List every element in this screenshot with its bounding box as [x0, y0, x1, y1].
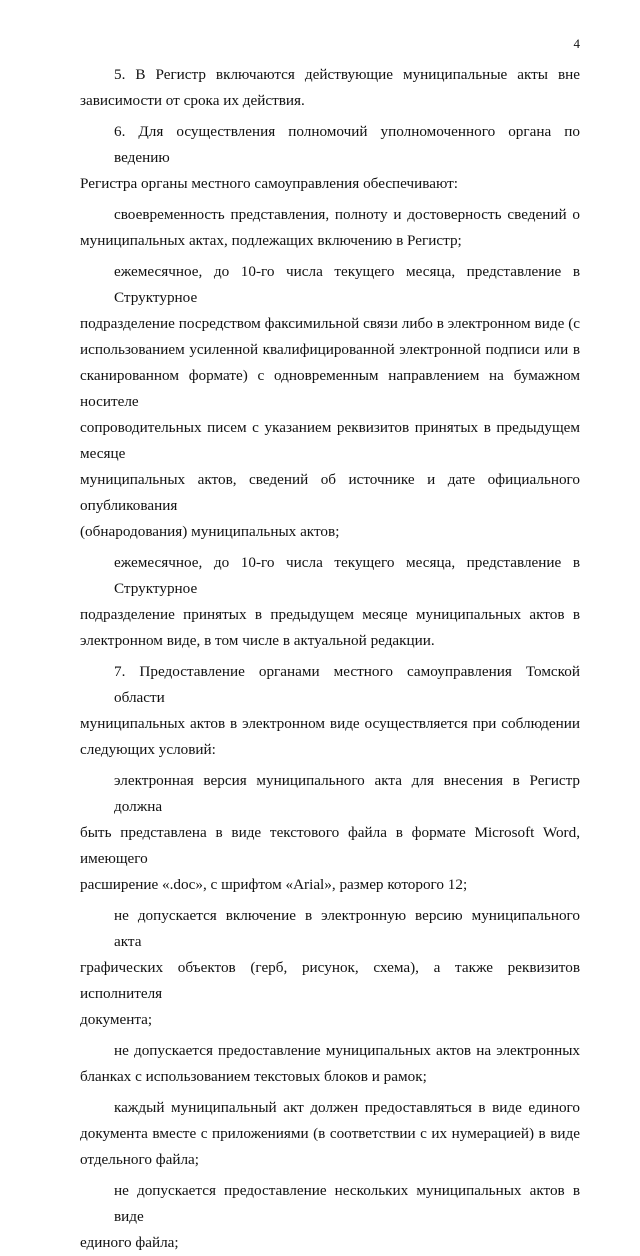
text-line: бланках с использованием текстовых блоков и рамок; [80, 1068, 427, 1085]
text-line: отдельного файла; [80, 1151, 200, 1168]
text-line: не допускается включение в электронную версию муниципального акта [114, 907, 580, 950]
paragraph [80, 1178, 580, 1256]
text-line: ежемесячное, до 10-го числа текущего месяца, представление в Структурное [114, 263, 580, 306]
text-line: не допускается предоставление муниципальных актов на электронных [114, 1042, 580, 1059]
paragraph [80, 62, 580, 114]
page-number: 4 [573, 36, 580, 51]
document-body [80, 62, 580, 1256]
text-line: 7. Предоставление органами местного самоуправления Томской области [114, 663, 580, 706]
text-line: ежемесячное, до 10-го числа текущего месяца, представление в Структурное [114, 554, 580, 597]
text-line: Регистра органы местного самоуправления обеспечивают: [80, 175, 459, 192]
text-line: муниципальных актов, сведений об источнике и дате официального опубликования [80, 471, 580, 514]
paragraph [80, 259, 580, 545]
text-line: муниципальных актов в электронном виде осуществляется при соблюдении [80, 715, 580, 732]
text-line: сканированном формате) с одновременным направлением на бумажном носителе [80, 367, 580, 410]
text-line: муниципальных актах, подлежащих включению в Регистр; [80, 232, 462, 249]
text-line: 6. Для осуществления полномочий уполномоченного органа по ведению [114, 123, 580, 166]
text-line: использованием усиленной квалифицированной электронной подписи или в [80, 341, 580, 358]
paragraph [80, 659, 580, 763]
text-line: следующих условий: [80, 741, 216, 758]
text-line: своевременность представления, полноту и достоверность сведений о [114, 206, 580, 223]
text-line: документа; [80, 1011, 153, 1028]
text-line: электронном виде, в том числе в актуальной редакции. [80, 632, 435, 649]
text-line: графических объектов (герб, рисунок, схема), а также реквизитов исполнителя [80, 959, 580, 1002]
text-line: 5. В Регистр включаются действующие муниципальные акты вне [114, 66, 580, 83]
paragraph [80, 1095, 580, 1173]
text-line: сопроводительных писем с указанием реквизитов принятых в предыдущем месяце [80, 419, 580, 462]
text-line: (обнародования) муниципальных актов; [80, 523, 340, 540]
text-line: электронная версия муниципального акта для внесения в Регистр должна [114, 772, 580, 815]
paragraph [80, 119, 580, 197]
text-line: быть представлена в виде текстового файла в формате Microsoft Word, имеющего [80, 824, 580, 867]
paragraph [80, 202, 580, 254]
text-line: подразделение принятых в предыдущем месяце муниципальных актов в [80, 606, 580, 623]
text-line: расширение «.doc», с шрифтом «Arial», размер которого 12; [80, 876, 468, 893]
paragraph [80, 768, 580, 898]
paragraph [80, 550, 580, 654]
paragraph [80, 903, 580, 1033]
text-line: единого файла; [80, 1234, 179, 1251]
text-line: не допускается предоставление нескольких муниципальных актов в виде [114, 1182, 580, 1225]
paragraph [80, 1038, 580, 1090]
text-line: подразделение посредством факсимильной связи либо в электронном виде (с [80, 315, 580, 332]
text-line: каждый муниципальный акт должен предоставляться в виде единого [114, 1099, 580, 1116]
text-line: документа вместе с приложениями (в соответствии с их нумерацией) в виде [80, 1125, 580, 1142]
text-line: зависимости от срока их действия. [80, 92, 305, 109]
